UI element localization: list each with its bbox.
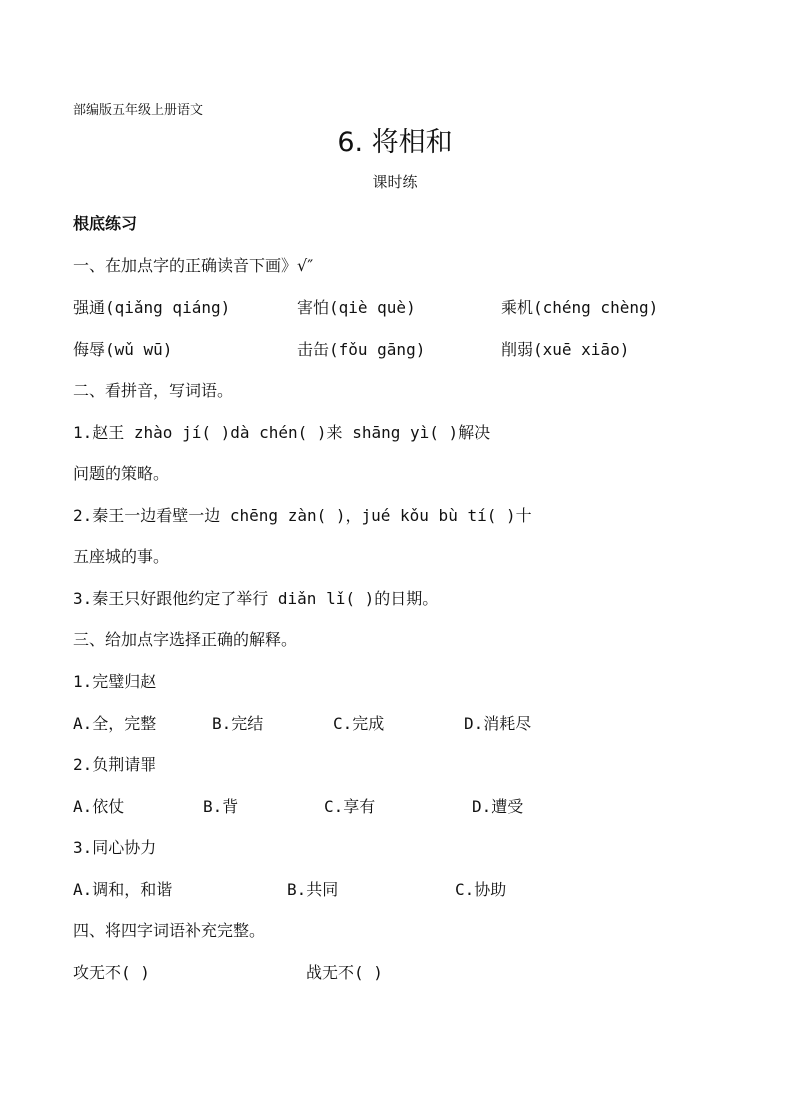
q4-item: 攻无不( )	[73, 963, 150, 982]
q2-line: 2.秦王一边看壁一边 chēng zàn( )，jué kǒu bù tí( )十	[73, 506, 532, 525]
q2-heading: 二、看拼音，写词语。	[73, 381, 234, 400]
q2-line: 3.秦王只好跟他约定了举行 diǎn lǐ( )的日期。	[73, 589, 439, 608]
q3-option: B.完结	[212, 714, 264, 733]
lesson-subtitle: 课时练	[372, 173, 418, 191]
q2-line: 1.赵王 zhào jí( )dà chén( )来 shāng yì( )解决	[73, 423, 491, 442]
q1-item: 削弱(xuē xiāo)	[501, 340, 630, 359]
q1-item: 侮辱(wǔ wū)	[73, 340, 173, 359]
q1-item: 击缶(fǒu gāng)	[297, 340, 426, 359]
q3-option: A.依仗	[73, 797, 125, 816]
q1-item: 乘机(chéng chèng)	[501, 298, 659, 317]
q3-heading: 三、给加点字选择正确的解释。	[73, 630, 298, 649]
q3-option: B.背	[203, 797, 239, 816]
section-basic-practice: 根底练习	[73, 214, 138, 233]
q4-item: 战无不( )	[306, 963, 383, 982]
q2-line: 问题的策略。	[73, 464, 170, 483]
q3-word: 2.负荆请罪	[73, 755, 157, 774]
q3-option: C.享有	[324, 797, 376, 816]
q3-word: 1.完璧归赵	[73, 672, 157, 691]
q1-item: 强通(qiǎng qiáng)	[73, 298, 231, 317]
q3-option: D.遭受	[472, 797, 524, 816]
q3-option: C.协助	[455, 880, 507, 899]
q1-heading: 一、在加点字的正确读音下画》√″	[73, 256, 314, 275]
q3-option: D.消耗尽	[464, 714, 532, 733]
q3-option: C.完成	[333, 714, 385, 733]
q3-option: A.调和，和谐	[73, 880, 173, 899]
q2-line: 五座城的事。	[73, 547, 170, 566]
q1-item: 害怕(qiè què)	[297, 298, 416, 317]
q3-word: 3.同心协力	[73, 838, 157, 857]
q4-heading: 四、将四字词语补充完整。	[73, 921, 266, 940]
document-header: 部编版五年级上册语文	[73, 103, 204, 118]
lesson-title: 6. 将相和	[337, 127, 453, 158]
q3-option: A.全，完整	[73, 714, 157, 733]
q3-option: B.共同	[287, 880, 339, 899]
